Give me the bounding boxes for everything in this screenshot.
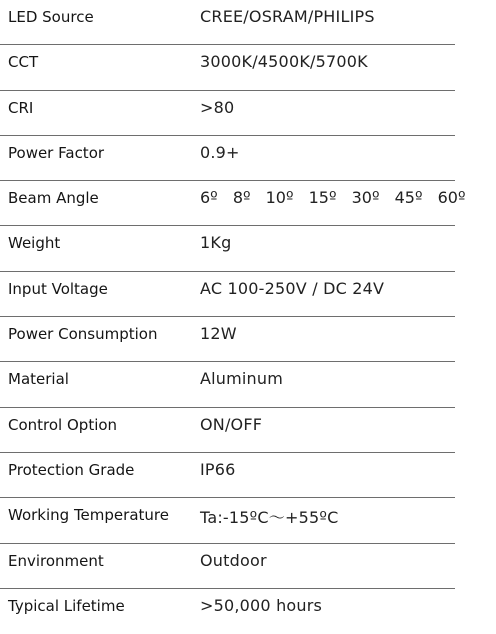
spec-value: >80: [200, 97, 235, 117]
spec-label: LED Source: [8, 8, 94, 26]
spec-label: Protection Grade: [8, 460, 135, 479]
spec-row-cri: [0, 91, 496, 136]
spec-label: Power Consumption: [8, 325, 158, 344]
spec-row-beam-angle: [0, 181, 496, 226]
spec-label: CRI: [8, 98, 34, 117]
beam-angle-15: 15º: [308, 188, 337, 208]
beam-angle-60: 60º: [437, 188, 466, 208]
spec-row-led-source: [0, 0, 496, 45]
spec-label: Environment: [8, 551, 104, 570]
spec-label: Typical Lifetime: [8, 596, 125, 615]
beam-angle-values: [200, 188, 476, 207]
spec-row-power-consumption: [0, 317, 496, 362]
spec-row-working-temperature: [0, 498, 496, 543]
beam-angle-30: 30º: [351, 188, 380, 208]
spec-label: Beam Angle: [8, 189, 99, 208]
spec-value: 1Kg: [200, 233, 232, 253]
beam-angle-8: 8º: [232, 188, 251, 208]
beam-angle-10: 10º: [265, 188, 294, 208]
spec-label: Power Factor: [8, 143, 105, 162]
spec-label: Weight: [8, 234, 61, 253]
spec-value: Aluminum: [200, 369, 284, 389]
spec-value: Ta:-15ºC～+55ºC: [200, 508, 339, 528]
spec-value: 0.9+: [200, 142, 240, 162]
spec-row-cct: [0, 45, 496, 90]
beam-angle-45: 45º: [394, 188, 423, 208]
spec-row-weight: [0, 226, 496, 271]
spec-label: Working Temperature: [8, 506, 169, 525]
beam-angle-6: 6º: [200, 188, 218, 208]
spec-row-input-voltage: [0, 272, 496, 317]
spec-row-environment: [0, 544, 496, 589]
spec-value: ON/OFF: [200, 414, 263, 434]
spec-value: IP66: [200, 459, 236, 479]
spec-value: 3000K/4500K/5700K: [200, 52, 368, 72]
spec-label: CCT: [8, 53, 39, 72]
spec-label: Input Voltage: [8, 279, 108, 298]
spec-label: Material: [8, 370, 69, 389]
spec-value: Outdoor: [200, 550, 267, 570]
spec-row-control-option: [0, 408, 496, 453]
spec-value: 12W: [200, 324, 237, 344]
spec-row-protection-grade: [0, 453, 496, 498]
spec-label: Control Option: [8, 415, 118, 434]
spec-value: AC 100-250V / DC 24V: [200, 278, 385, 298]
spec-value: CREE/OSRAM/PHILIPS: [200, 7, 375, 26]
spec-row-typical-lifetime: [0, 589, 496, 634]
spec-row-power-factor: [0, 136, 496, 181]
spec-value: >50,000 hours: [200, 595, 323, 615]
spec-row-material: [0, 362, 496, 407]
